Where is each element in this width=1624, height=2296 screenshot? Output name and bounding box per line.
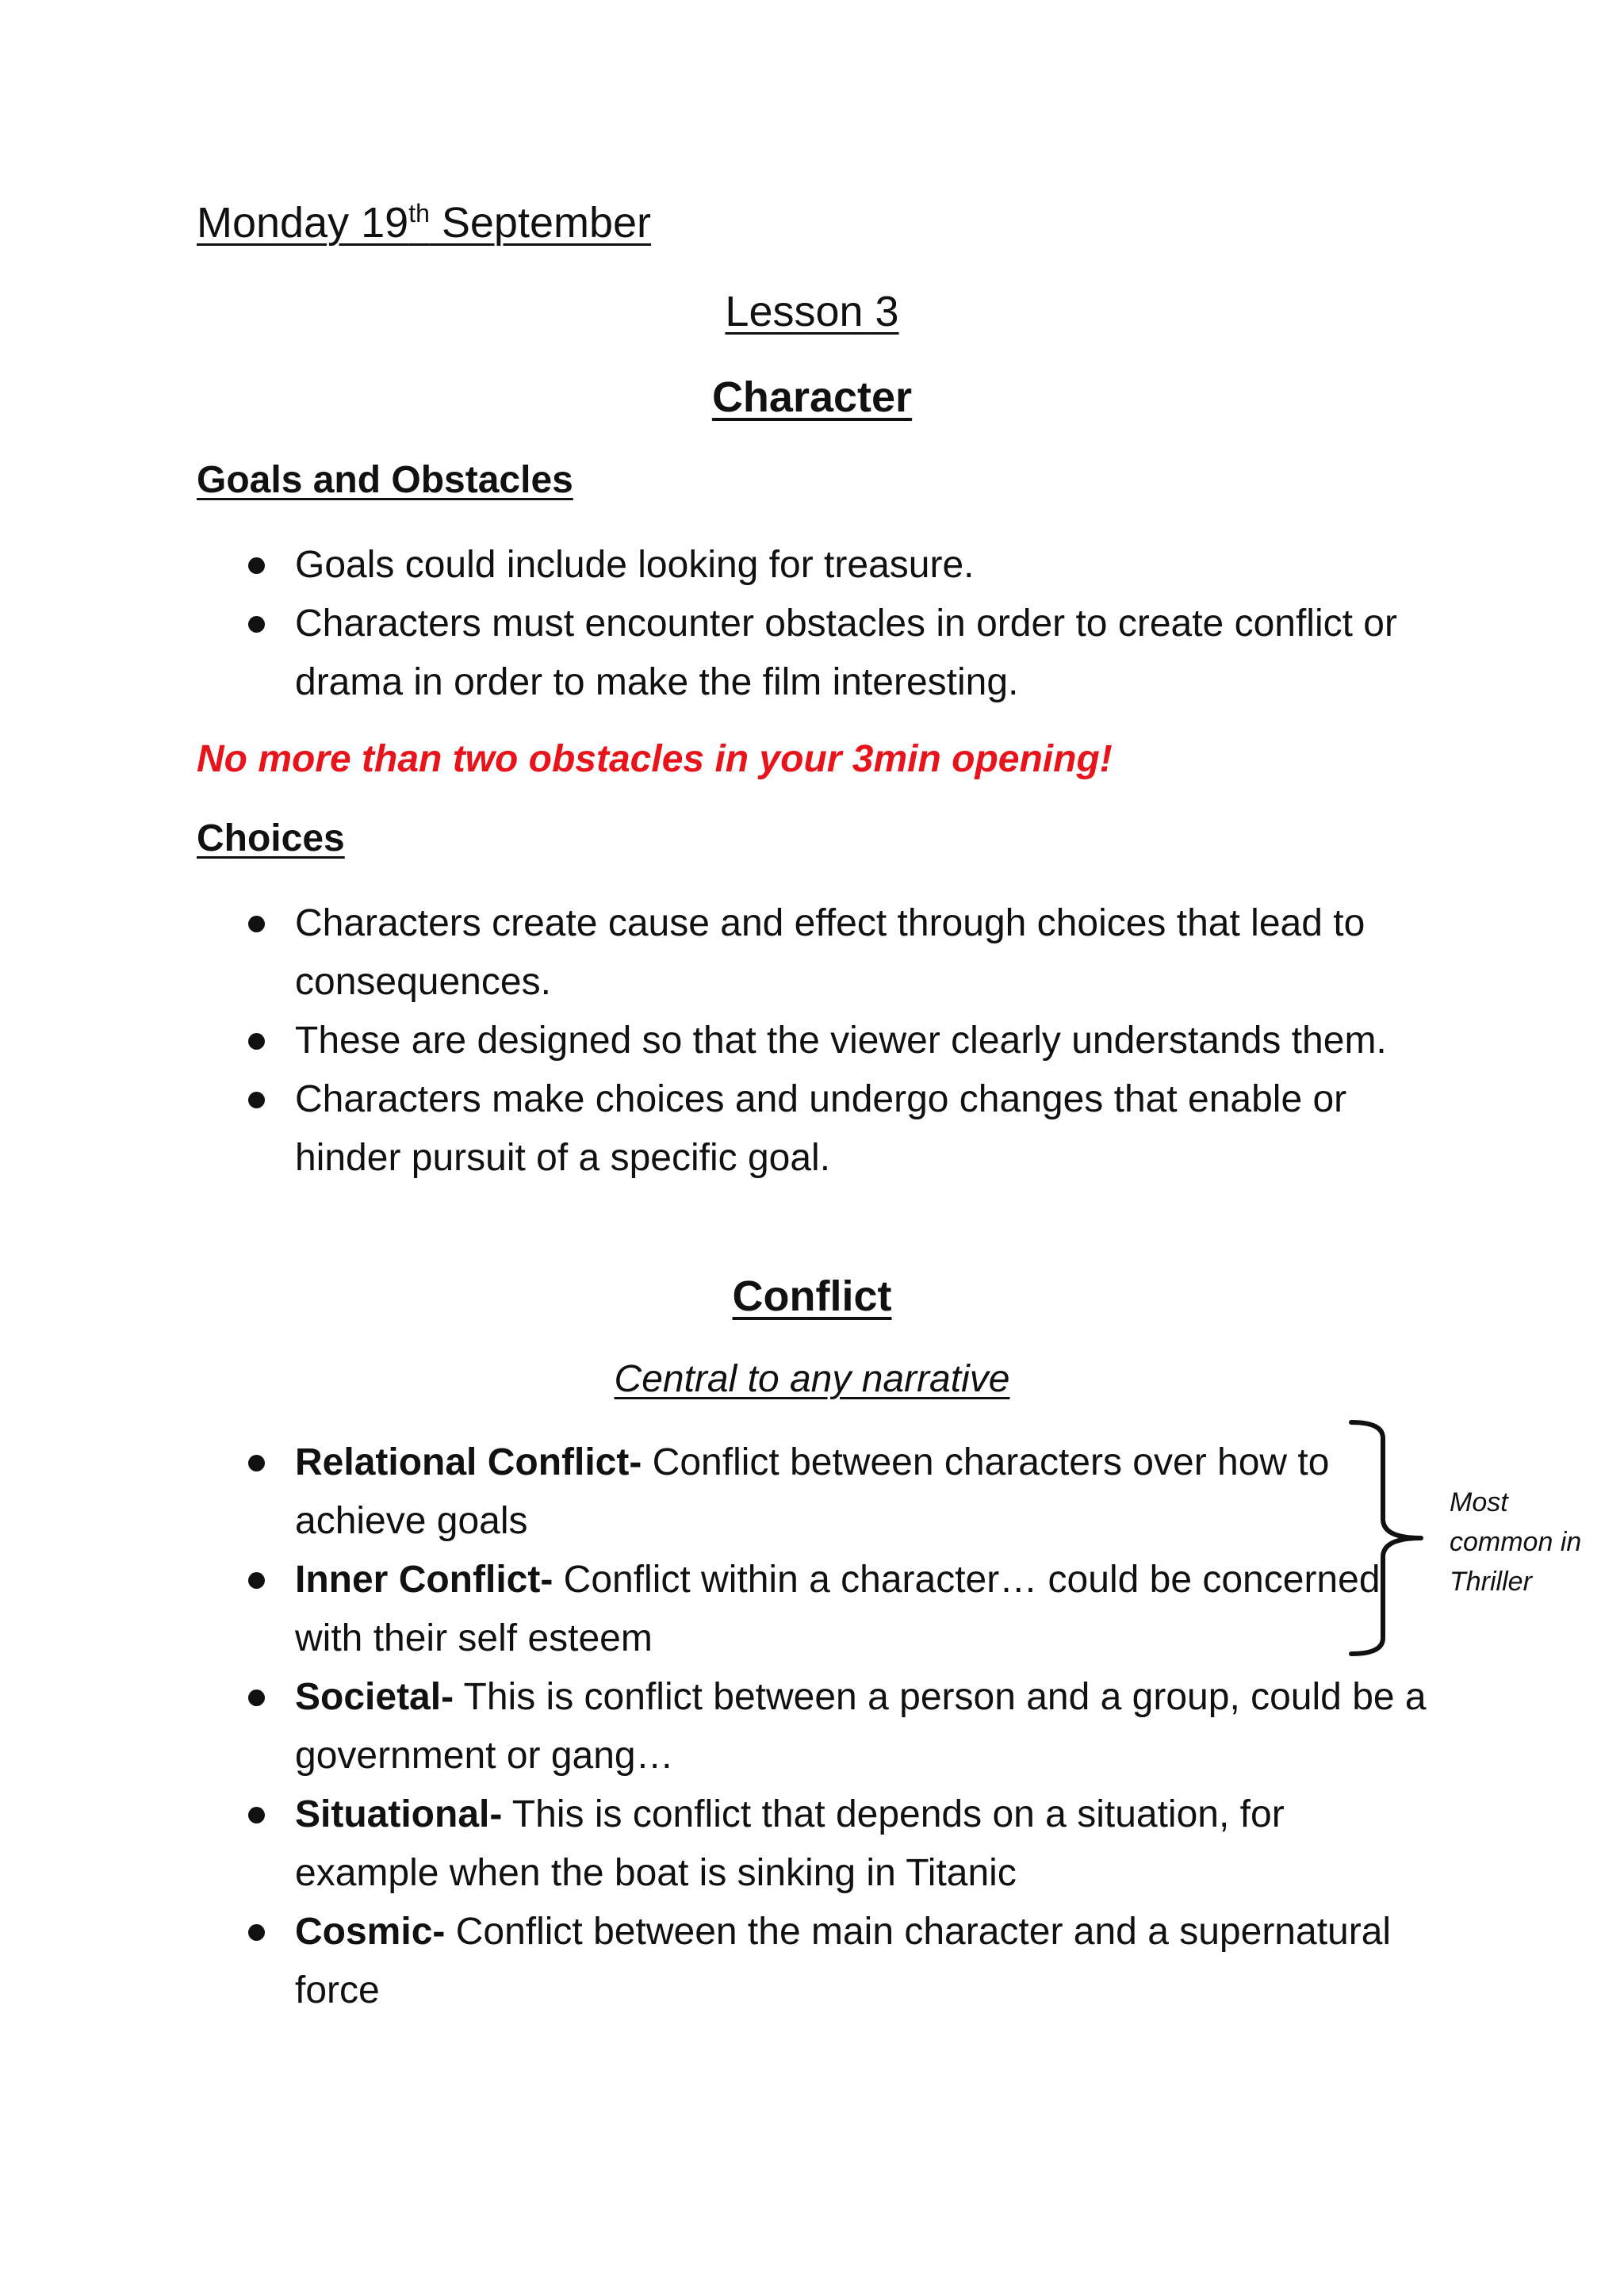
curly-brace-icon [1348, 1419, 1427, 1657]
list-item: Inner Conflict- Conflict within a character… could be concerned with their self esteem [0, 1551, 1437, 1668]
conflict-term: Situational- [295, 1793, 503, 1835]
obstacle-warning: No more than two obstacles in your 3min opening! [197, 738, 1113, 780]
list-item: Characters create cause and effect through choices that lead to consequences. [0, 894, 1437, 1012]
list-item: Relational Conflict- Conflict between characters over how to achieve goals [0, 1433, 1437, 1551]
bullet-dot [248, 557, 265, 574]
conflict-term: Societal- [295, 1676, 454, 1718]
bullet-dot [248, 1924, 265, 1941]
bullet-dot [248, 1807, 265, 1823]
list-item: Characters make choices and undergo changes that enable or hinder pursuit of a specific goal. [0, 1070, 1437, 1188]
bullet-dot [248, 1033, 265, 1050]
choices-list [0, 894, 1624, 1188]
conflict-term: Cosmic- [295, 1911, 446, 1953]
bullet-dot [248, 616, 265, 633]
list-item: Characters must encounter obstacles in order to create conflict or drama in order to make the film interesting. [0, 595, 1437, 712]
bullet-dot [248, 1092, 265, 1108]
most-common-note: Most common in Thriller [1450, 1487, 1582, 1597]
list-item: Goals could include looking for treasure. [0, 536, 1437, 595]
date-heading [197, 198, 651, 247]
list-item: Cosmic- Conflict between the main character and a supernatural force [0, 1903, 1437, 2020]
date-prefix: Monday 19 [197, 199, 409, 247]
lesson-title: Lesson 3 [725, 288, 899, 335]
conflict-subtitle: Central to any narrative [614, 1358, 1010, 1400]
list-item: These are designed so that the viewer clearly understands them. [0, 1012, 1437, 1070]
bullet-dot [248, 916, 265, 932]
conflict-term: Relational Conflict- [295, 1441, 642, 1483]
list-item: Societal- This is conflict between a person and a group, could be a government or gang… [0, 1668, 1437, 1785]
date-suffix: September [429, 199, 652, 247]
conflict-title: Conflict [732, 1272, 892, 1320]
bullet-dot [248, 1689, 265, 1706]
conflict-term: Inner Conflict- [295, 1559, 553, 1601]
character-title: Character [711, 373, 913, 421]
date-ordinal: th [408, 199, 430, 228]
goals-list [0, 536, 1624, 712]
bullet-dot [248, 1455, 265, 1471]
choices-heading: Choices [197, 817, 345, 859]
list-item: Situational- This is conflict that depends on a situation, for example when the boat is sinking in Titanic [0, 1785, 1437, 1903]
goals-heading: Goals and Obstacles [197, 459, 573, 501]
bullet-dot [248, 1572, 265, 1589]
